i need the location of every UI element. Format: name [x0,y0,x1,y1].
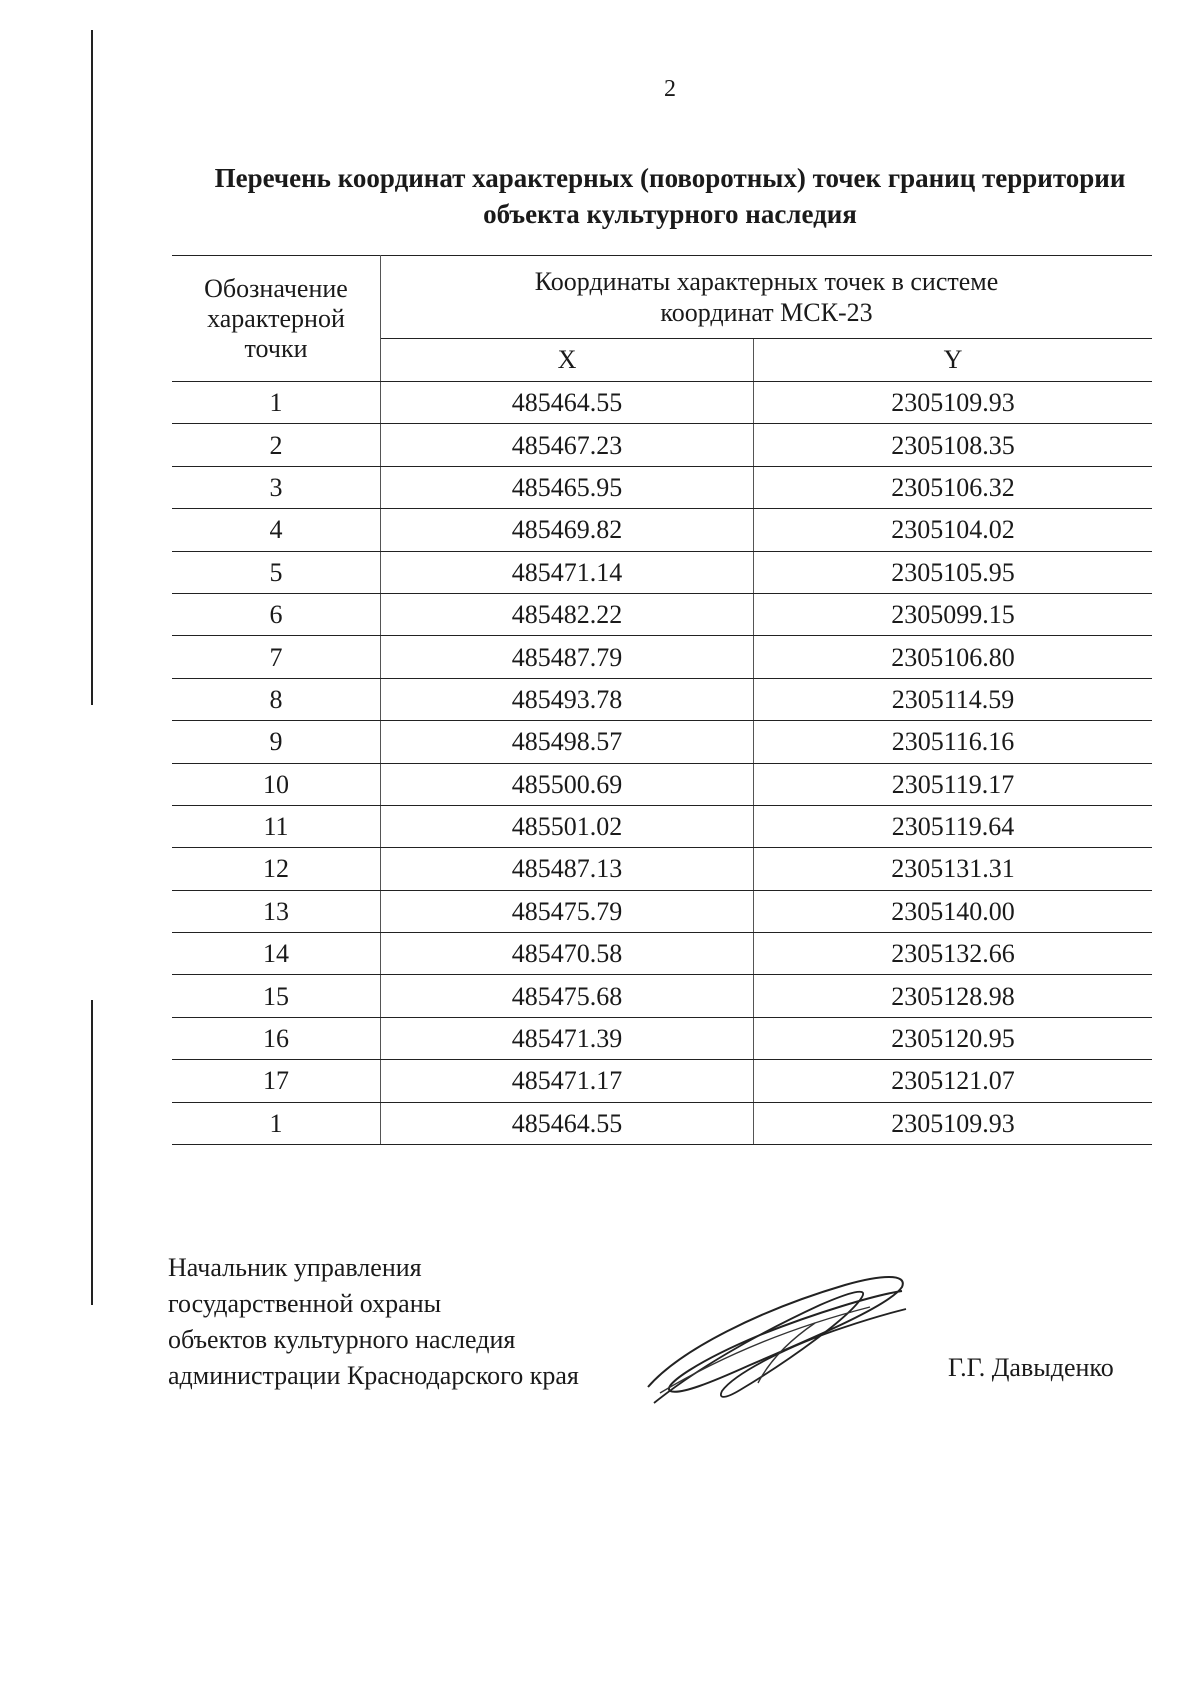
cell-y: 2305132.66 [754,933,1153,975]
cell-y: 2305116.16 [754,721,1153,763]
cell-point: 12 [172,848,381,890]
header-point-designation: Обозначение характерной точки [172,256,381,382]
cell-point: 17 [172,1060,381,1102]
table-row [172,848,1152,890]
cell-point: 1 [172,1102,381,1144]
cell-point: 3 [172,466,381,508]
cell-x: 485471.17 [381,1060,754,1102]
cell-y: 2305109.93 [754,1102,1153,1144]
cell-y: 2305119.17 [754,763,1153,805]
signer-name: Г.Г. Давыденко [948,1353,1114,1382]
table-row [172,890,1152,932]
cell-x: 485475.79 [381,890,754,932]
cell-x: 485487.79 [381,636,754,678]
table-row [172,636,1152,678]
table-row [172,678,1152,720]
cell-y: 2305120.95 [754,1017,1153,1059]
cell-x: 485501.02 [381,805,754,847]
cell-x: 485482.22 [381,593,754,635]
cell-point: 8 [172,678,381,720]
table-row [172,933,1152,975]
margin-line-top [91,30,93,705]
signatory-line: Начальник управления [168,1253,422,1282]
table-row [172,424,1152,466]
cell-x: 485487.13 [381,848,754,890]
margin-line-bottom [91,1000,93,1305]
cell-point: 13 [172,890,381,932]
cell-x: 485467.23 [381,424,754,466]
cell-x: 485471.14 [381,551,754,593]
cell-y: 2305140.00 [754,890,1153,932]
table-row [172,975,1152,1017]
page-number: 2 [664,76,676,102]
cell-y: 2305105.95 [754,551,1153,593]
cell-x: 485464.55 [381,1102,754,1144]
cell-x: 485475.68 [381,975,754,1017]
signatory-line: государственной охраны [168,1289,442,1318]
signatory-title [168,1250,579,1394]
cell-point: 2 [172,424,381,466]
cell-y: 2305109.93 [754,382,1153,424]
cell-y: 2305106.80 [754,636,1153,678]
cell-y: 2305106.32 [754,466,1153,508]
table-row [172,1102,1152,1144]
cell-point: 11 [172,805,381,847]
table-row [172,509,1152,551]
cell-y: 2305108.35 [754,424,1153,466]
signatory-line: администрации Краснодарского края [168,1361,579,1390]
table-row [172,382,1152,424]
cell-point: 4 [172,509,381,551]
cell-point: 16 [172,1017,381,1059]
cell-y: 2305104.02 [754,509,1153,551]
header-x: X [381,339,754,382]
cell-x: 485471.39 [381,1017,754,1059]
table-row [172,763,1152,805]
cell-y: 2305131.31 [754,848,1153,890]
cell-point: 15 [172,975,381,1017]
handwritten-signature [640,1265,920,1410]
table-row [172,805,1152,847]
cell-x: 485500.69 [381,763,754,805]
cell-y: 2305128.98 [754,975,1153,1017]
cell-y: 2305119.64 [754,805,1153,847]
document-title [180,160,1160,232]
cell-point: 9 [172,721,381,763]
table-row [172,721,1152,763]
table-row [172,551,1152,593]
table-row [172,593,1152,635]
signatory-line: объектов культурного наследия [168,1325,516,1354]
cell-point: 10 [172,763,381,805]
header-coordinate-system: Координаты характерных точек в системе координат МСК-23 [381,256,1153,339]
table-row [172,1017,1152,1059]
table-row [172,466,1152,508]
cell-x: 485469.82 [381,509,754,551]
cell-point: 14 [172,933,381,975]
coordinates-table [172,255,1152,1145]
cell-x: 485493.78 [381,678,754,720]
cell-point: 6 [172,593,381,635]
cell-x: 485464.55 [381,382,754,424]
title-line-1: Перечень координат характерных (поворотных) точек границ территории [214,163,1126,193]
header-y: Y [754,339,1153,382]
cell-point: 7 [172,636,381,678]
cell-y: 2305099.15 [754,593,1153,635]
cell-x: 485498.57 [381,721,754,763]
cell-x: 485465.95 [381,466,754,508]
table-row [172,1060,1152,1102]
title-line-2: объекта культурного наследия [483,199,857,229]
cell-point: 5 [172,551,381,593]
cell-point: 1 [172,382,381,424]
cell-y: 2305114.59 [754,678,1153,720]
cell-x: 485470.58 [381,933,754,975]
cell-y: 2305121.07 [754,1060,1153,1102]
